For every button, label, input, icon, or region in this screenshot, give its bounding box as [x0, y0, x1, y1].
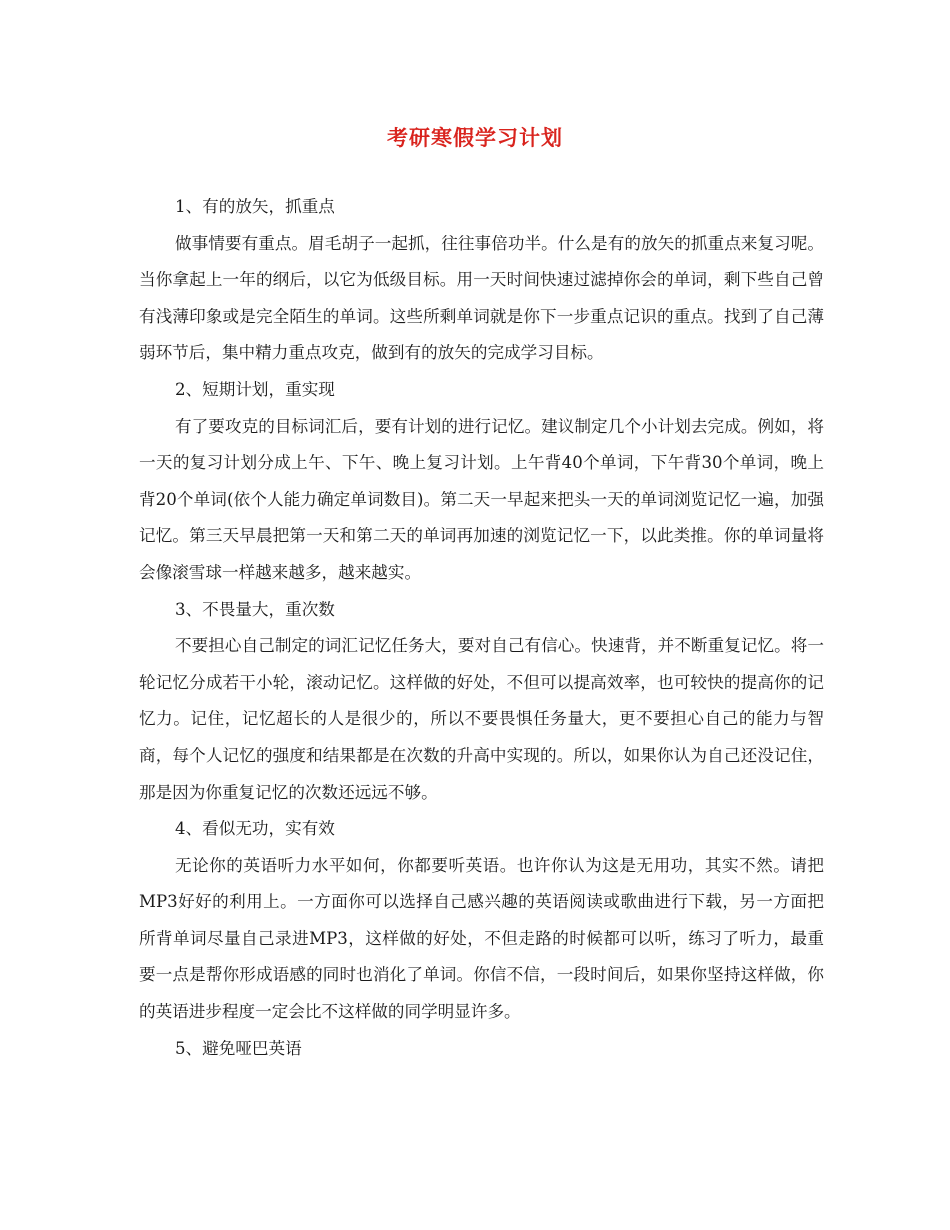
- section-paragraph-3: 不要担心自己制定的词汇记忆任务大，要对自己有信心。快速背，并不断重复记忆。将一轮记忆分成若干小轮，滚动记忆。这样做的好处，不但可以提高效率，也可较快的提高你的记忆力。记住，记忆超长的人是很少的，所以不要畏惧任务量大，更不要担心自己的能力与智商，每个人记忆的强度和结果都是在次数的升高中实现的。所以，如果你认为自己还没记住，那是因为你重复记忆的次数还远远不够。: [139, 636, 824, 802]
- document-title: 考研寒假学习计划: [387, 125, 563, 150]
- section-heading-3: 3、不畏量大，重次数: [175, 599, 335, 619]
- section-heading-5: 5、避免哑巴英语: [175, 1038, 302, 1058]
- document-body: [139, 189, 824, 1067]
- section-paragraph-2: 有了要攻克的目标词汇后，要有计划的进行记忆。建议制定几个小计划去完成。例如，将一天的复习计划分成上午、下午、晚上复习计划。上午背40个单词，下午背30个单词，晚上背20个单词(依个人能力确定单词数目)。第二天一早起来把头一天的单词浏览记忆一遍，加强记忆。第三天早晨把第一天和第二天的单词再加速的浏览记忆一下，以此类推。你的单词量将会像滚雪球一样越来越多，越来越实。: [139, 416, 824, 582]
- section-paragraph-4: 无论你的英语听力水平如何，你都要听英语。也许你认为这是无用功，其实不然。请把MP3好好的利用上。一方面你可以选择自己感兴趣的英语阅读或歌曲进行下载，另一方面把所背单词尽量自己录进MP3，这样做的好处，不但走路的时候都可以听，练习了听力，最重要一点是帮你形成语感的同时也消化了单词。你信不信，一段时间后，如果你坚持这样做，你的英语进步程度一定会比不这样做的同学明显许多。: [139, 855, 824, 1022]
- section-heading-2: 2、短期计划，重实现: [175, 379, 335, 399]
- section-heading-4: 4、看似无功，实有效: [175, 819, 335, 839]
- section-heading-1: 1、有的放矢，抓重点: [175, 197, 335, 216]
- section-paragraph-1: 做事情要有重点。眉毛胡子一起抓，往往事倍功半。什么是有的放矢的抓重点来复习呢。当你拿起上一年的纲后，以它为低级目标。用一天时间快速过滤掉你会的单词，剩下些自己曾有浅薄印象或是完全陌生的单词。这些所剩单词就是你下一步重点记识的重点。找到了自己薄弱环节后，集中精力重点攻克，做到有的放矢的完成学习目标。: [139, 233, 824, 363]
